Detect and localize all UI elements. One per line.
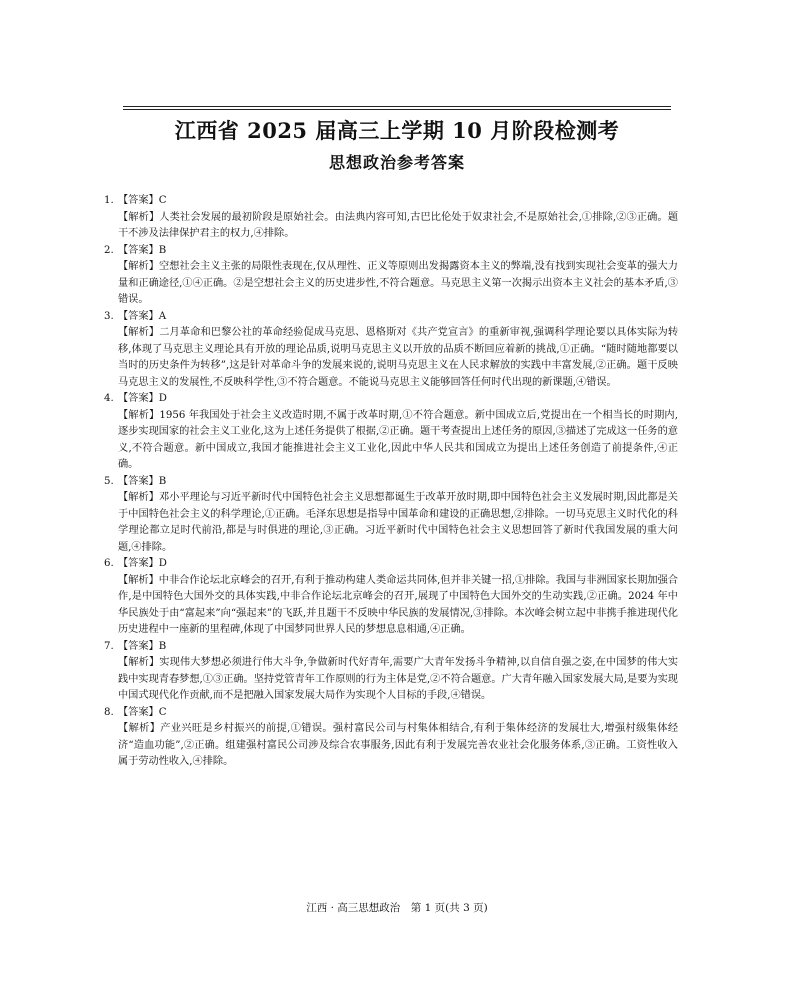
answer-line	[104, 639, 678, 656]
analysis-paragraph	[118, 655, 678, 705]
answer-label: 【答案】	[118, 393, 159, 404]
question-item	[104, 639, 679, 705]
answer-value: B	[158, 244, 167, 256]
question-item	[104, 474, 678, 557]
document-subtitle: 思想政治参考答案	[328, 153, 465, 172]
question-number: 2.	[104, 244, 114, 256]
analysis-label: 【解析】	[118, 409, 160, 421]
question-item	[104, 556, 678, 639]
question-item	[104, 243, 678, 309]
answer-label: 【答案】	[118, 310, 159, 322]
analysis-paragraph	[118, 325, 678, 391]
question-number: 8.	[104, 706, 114, 718]
question-number: 6.	[104, 558, 114, 569]
analysis-label: 【解析】	[118, 261, 159, 272]
answer-line	[104, 243, 678, 260]
question-item	[104, 391, 678, 474]
answer-line	[104, 705, 678, 722]
answer-line	[104, 193, 678, 210]
analysis-label: 【解析】	[118, 492, 159, 503]
header-rule-bottom	[123, 109, 671, 110]
answer-value: A	[158, 310, 167, 322]
question-item	[104, 193, 679, 243]
question-number: 5.	[104, 475, 114, 487]
answer-label: 【答案】	[118, 195, 159, 206]
answer-label: 【答案】	[118, 558, 159, 569]
question-number: 4.	[104, 393, 114, 404]
analysis-label: 【解析】	[118, 657, 160, 668]
answer-label: 【答案】	[118, 706, 159, 718]
analysis-paragraph	[118, 490, 678, 556]
answer-value: B	[158, 475, 167, 487]
answer-value: D	[158, 393, 167, 404]
question-item	[104, 309, 679, 392]
analysis-text: 空想社会主义主张的局限性表现在,仅从理性、正义等原则出发揭露资本主义的弊端,没有找到实现社会变革的强大力量和正确途径,①④正确。②是空想社会主义的历史进步性,不符合题意。马克思主义第一次揭示出资本主义社会的基本矛盾,③错误。	[118, 261, 678, 305]
analysis-text: 产业兴旺是乡村振兴的前提,①错误。强村富民公司与村集体相结合,有利于集体经济的发展壮大,增强村级集体经济“造血功能”,②正确。组建强村富民公司涉及综合农事服务,因此有利于发展完善农业社会化服务体系,③正确。工资性收入属于劳动性收入,④排除。	[118, 723, 679, 767]
answer-label: 【答案】	[118, 640, 159, 652]
analysis-label: 【解析】	[118, 327, 160, 338]
answer-value: D	[158, 558, 167, 569]
answer-line	[104, 391, 678, 408]
analysis-text: 邓小平理论与习近平新时代中国特色社会主义思想都诞生于改革开放时期,即中国特色社会主义发展时期,因此都是关于中国特色社会主义的科学理论,①正确。毛泽东思想是指导中国革命和建设的正确思想,②排除。一切马克思主义时代化的科学理论都立足时代前沿,都是与时俱进的理论,③正确。习近平新时代中国特色社会主义思想回答了新时代我国发展的重大问题,④排除。	[118, 492, 678, 553]
analysis-paragraph	[118, 573, 678, 639]
analysis-text: 人类社会发展的最初阶段是原始社会。由法典内容可知,古巴比伦处于奴隶社会,不是原始社会,①排除,②③正确。题干不涉及法律保护君主的权力,④排除。	[118, 211, 679, 239]
page-footer: 江西 · 高三思想政治 第 1 页(共 3 页)	[306, 902, 488, 914]
analysis-text: 实现伟大梦想必须进行伟大斗争,争做新时代好青年,需要广大青年发扬斗争精神,以自信自强之姿,在中国梦的伟大实践中实现青春梦想,①③正确。坚持党管青年工作原则的行为主体是党,②不符合题意。广大青年融入国家发展大局,是要为实现中国式现代化作贡献,而不是把融入国家发展大局作为实现个人目标的手段,④错误。	[118, 657, 679, 701]
question-number: 1.	[104, 195, 114, 206]
analysis-paragraph	[118, 210, 678, 243]
answers-list	[104, 193, 679, 771]
document-title: 江西省 2025 届高三上学期 10 月阶段检测考	[174, 118, 620, 143]
answer-value: C	[158, 706, 167, 718]
analysis-label: 【解析】	[118, 723, 161, 734]
analysis-paragraph	[118, 408, 678, 474]
question-number: 3.	[104, 310, 114, 322]
answer-line	[104, 474, 678, 491]
analysis-paragraph	[118, 259, 678, 309]
header-rule-top	[123, 106, 671, 107]
answer-label: 【答案】	[118, 475, 159, 487]
analysis-paragraph	[118, 721, 678, 771]
analysis-text: 二月革命和巴黎公社的革命经验促成马克思、恩格斯对《共产党宣言》的重新审视,强调科学理论要以具体实际为转移,体现了马克思主义理论具有开放的理论品质,说明马克思主义以开放的品质不断回应着新的挑战,①正确。“随时随地都要以当时的历史条件为转移”,这是针对革命斗争的发展来说的,说明马克思主义在人民求解放的实践中丰富发展,②正确。题干反映马克思主义的发展性,不反映科学性,③不符合题意。不能说马克思主义能够回答任何时代出现的新课题,④错误。	[118, 327, 679, 388]
answer-line	[104, 556, 678, 573]
analysis-text: 1956 年我国处于社会主义改造时期,不属于改革时期,①不符合题意。新中国成立后,党提出在一个相当长的时期内,逐步实现国家的社会主义工业化,这为上述任务提供了根据,②正确。题干考查提出上述任务的原因,③描述了完成这一任务的意义,不符合题意。新中国成立,我国才能推进社会主义工业化,因此中华人民共和国成立为提出上述任务创造了前提条件,④正确。	[118, 409, 678, 470]
answer-label: 【答案】	[118, 244, 159, 256]
analysis-label: 【解析】	[118, 574, 159, 586]
analysis-label: 【解析】	[118, 211, 160, 223]
analysis-text: 中非合作论坛北京峰会的召开,有利于推动构建人类命运共同体,但并非关键一招,①排除。我国与非洲国家长期加强合作,是中国特色大国外交的具体实践,中非合作论坛北京峰会的召开,展现了中国特色大国外交的生动实践,②正确。2024 年中华民族处于由“富起来”向“强起来”的飞跃,并且题干不反映中华民族的发展情况,③排除。本次峰会树立起中非携手推进现代化历史进程中一座新的里程碑,体现了中国梦同世界人民的梦想息息相通,④正确。	[118, 574, 678, 635]
answer-value: C	[158, 195, 167, 206]
question-number: 7.	[104, 640, 114, 652]
answer-line	[104, 309, 678, 326]
answer-value: B	[158, 640, 167, 652]
question-item	[104, 705, 679, 771]
